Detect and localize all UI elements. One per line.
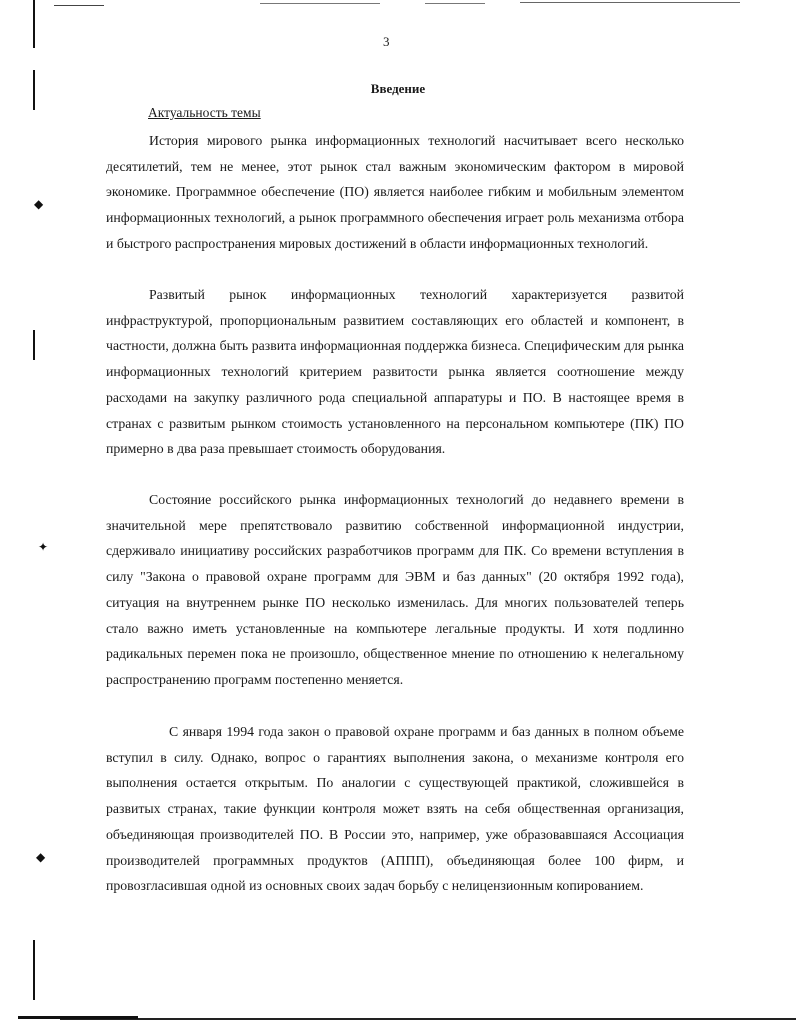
scan-border-line [520, 2, 740, 3]
section-subheading: Актуальность темы [148, 105, 261, 120]
scan-border-line [54, 5, 104, 6]
body-paragraph: История мирового рынка информационных технологий насчитывает всего несколько десятилетий, тем не менее, этот рынок стал важным экономическим фактором в мировой экономике. Программное обеспечение (ПО) является наиболее гибким и мобильным элементом информационных технологий, а рынок программного обеспечения играет роль механизма отбора и быстрого распространения мировых достижений в области информационных технологий. [106, 133, 684, 251]
scan-border-line [425, 3, 485, 4]
page-number: 3 [383, 34, 390, 49]
body-paragraph: Состояние российского рынка информационных технологий до недавнего времени в значительной мере препятствовало развитию собственной информационной индустрии, сдерживало инициативу российских разработчиков программ для ПК. Со времени вступления в силу "Закона о правовой охране программ для ЭВМ и баз данных" (20 октября 1992 года), ситуация на внутреннем рынке ПО несколько изменилась. Для многих пользователей теперь стало важно иметь установленные на компьютере легальные продукты. И хотя подлинно радикальных перемен пока не произошло, общественное мнение по отношению к нелегальному распространению программ постепенно меняется. [106, 492, 684, 687]
body-paragraph: Развитый рынок информационных технологий характеризуется развитой инфраструктурой, пропорциональным развитием составляющих его областей и компонент, в частности, должна быть развита информационная поддержка бизнеса. Специфическим для рынка информационных технологий критерием развитости рынка является соотношение между расходами на закупку различного рода специальной аппаратуры и ПО. В настоящее время в странах с развитым рынком стоимость установленного на персональном компьютере (ПК) ПО примерно в два раза превышает стоимость оборудования. [106, 287, 684, 457]
page-title: Введение [370, 81, 426, 96]
scan-border-line [18, 1016, 138, 1019]
binding-hole-mark: ✦ [38, 540, 49, 554]
binding-hole-mark: ◆ [34, 197, 44, 211]
scan-border-line [260, 3, 380, 4]
body-paragraph: С января 1994 года закон о правовой охране программ и баз данных в полном объеме вступил в силу. Однако, вопрос о гарантиях выполнения закона, о механизме контроля его выполнения остается открытым. По аналогии с существующей практикой, сложившейся в развитых странах, такие функции контроля может взять на себя общественная организация, объединяющая производителей ПО. В России это, например, уже образовавшаяся Ассоциация производителей программных продуктов (АППП), объединяющая более 100 фирм, и провозгласившая одной из основных своих задач борьбу с нелицензионным копированием. [106, 724, 684, 894]
scan-left-edge [33, 940, 35, 1000]
scan-left-edge [33, 0, 35, 48]
scan-left-edge [33, 330, 35, 360]
scan-border-line [60, 1018, 796, 1020]
binding-hole-mark: ◆ [36, 850, 46, 864]
